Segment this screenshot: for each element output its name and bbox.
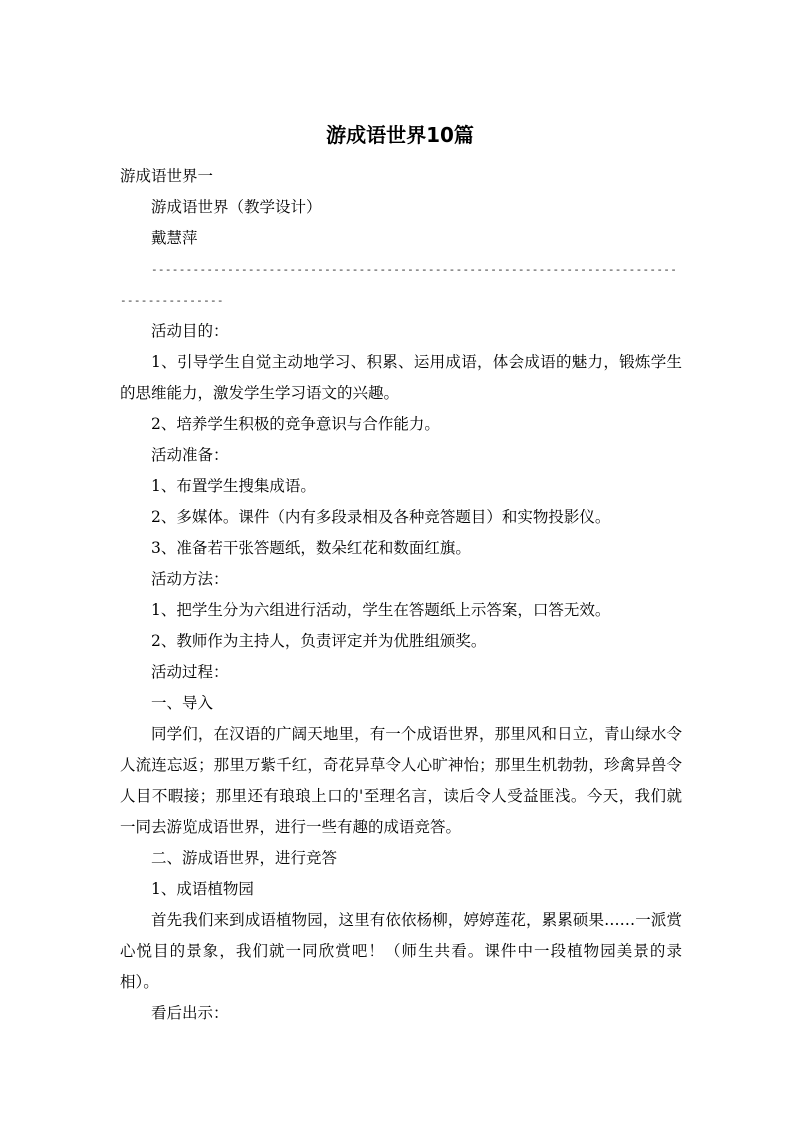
paragraph: 1、布置学生搜集成语。 xyxy=(151,477,316,495)
paragraph: 游成语世界一 xyxy=(120,167,214,185)
separator-line: ------------------------------------------------------------------------------------------- xyxy=(120,263,678,307)
paragraph: 活动过程： xyxy=(151,663,229,681)
paragraph: 同学们，在汉语的广阔天地里，有一个成语世界，那里风和日立，青山绿水令人流连忘返；那里万紫千红，奇花异草令人心旷神怡；那里生机勃勃，珍禽异兽令人目不暇接；那里还有琅琅上口的'至理名言，读后令人受益匪浅。今天，我们就一同去游览成语世界，进行一些有趣的成语竞答。 xyxy=(120,725,682,836)
paragraph: 活动目的： xyxy=(151,322,229,340)
paragraph: 戴慧萍 xyxy=(151,229,198,247)
document-title: 游成语世界10篇 xyxy=(326,123,474,147)
paragraph: 一、导入 xyxy=(151,694,214,712)
paragraph: 二、游成语世界，进行竞答 xyxy=(151,849,338,867)
paragraph: 3、准备若干张答题纸，数朵红花和数面红旗。 xyxy=(151,539,471,557)
paragraph: 2、多媒体。课件（内有多段录相及各种竞答题目）和实物投影仪。 xyxy=(151,508,611,526)
paragraph: 1、成语植物园 xyxy=(151,880,254,898)
paragraph: 活动方法： xyxy=(151,570,229,588)
document-body xyxy=(120,161,682,1029)
paragraph: 1、把学生分为六组进行活动，学生在答题纸上示答案，口答无效。 xyxy=(151,601,611,619)
paragraph: 首先我们来到成语植物园，这里有依依杨柳，婷婷莲花，累累硕果……一派赏心悦目的景象，我们就一同欣赏吧！（师生共看。课件中一段植物园美景的录相）。 xyxy=(120,911,682,991)
paragraph: 1、引导学生自觉主动地学习、积累、运用成语，体会成语的魅力，锻炼学生的思维能力，激发学生学习语文的兴趣。 xyxy=(120,353,682,402)
paragraph: 游成语世界（教学设计） xyxy=(151,198,322,216)
paragraph: 看后出示： xyxy=(151,1004,229,1022)
paragraph: 2、教师作为主持人，负责评定并为优胜组颁奖。 xyxy=(151,632,487,650)
paragraph: 活动准备： xyxy=(151,446,229,464)
paragraph: 2、培养学生积极的竞争意识与合作能力。 xyxy=(151,415,440,433)
